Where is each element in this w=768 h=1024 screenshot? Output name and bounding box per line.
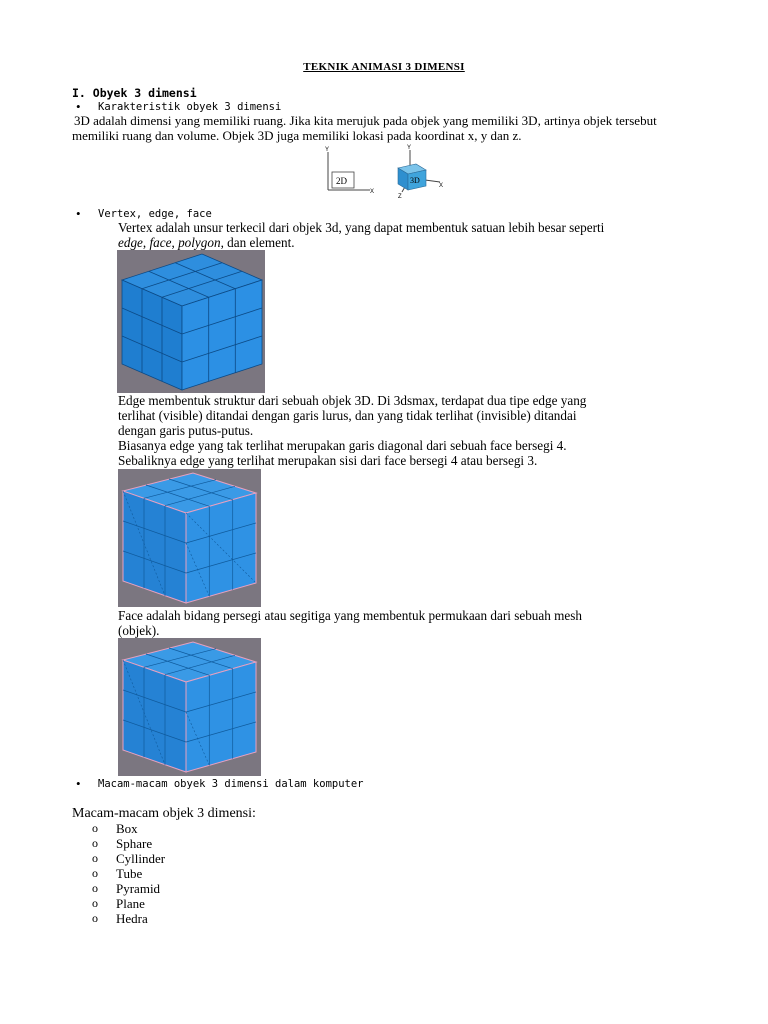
axis-y-label: Y xyxy=(325,147,330,153)
bullet-label-karakteristik: Karakteristik obyek 3 dimensi xyxy=(98,101,282,113)
paragraph-edge-line2: terlihat (visible) ditandai dengan garis lurus, dan yang tidak terlihat (invisible) ditandai xyxy=(118,408,577,423)
paragraph-3d-line1: 3D adalah dimensi yang memiliki ruang. Jika kita merujuk pada objek yang memiliki 3D, artinya objek tersebut xyxy=(74,113,657,128)
cube-vertex-image xyxy=(117,250,265,393)
list-item: o Pyramid xyxy=(92,881,161,896)
paragraph-vertex-line1: Vertex adalah unsur terkecil dari objek 3d, yang dapat membentuk satuan lebih besar seperti xyxy=(118,220,605,235)
axis-x-label: X xyxy=(370,189,375,195)
list-item: o Sphare xyxy=(92,836,153,851)
bullet-label-macam: Macam-macam obyek 3 dimensi dalam komputer xyxy=(98,778,364,790)
paragraph-face-line2: (objek). xyxy=(118,623,160,638)
list-item: o Tube xyxy=(92,866,143,881)
bullet-marker: • xyxy=(76,206,81,221)
cube-edge-image xyxy=(118,469,261,607)
coordinate-diagram xyxy=(318,142,450,200)
paragraph-edge-line3: dengan garis putus-putus. xyxy=(118,423,254,438)
paragraph-face-line1: Face adalah bidang persegi atau segitiga yang membentuk permukaan dari sebuah mesh xyxy=(118,608,582,623)
paragraph-3d-line2: memiliki ruang dan volume. Objek 3D juga memiliki lokasi pada koordinat x, y dan z. xyxy=(72,128,522,143)
list-item: o Box xyxy=(92,821,138,836)
cube-face-image xyxy=(118,638,261,776)
label-2d: 2D xyxy=(336,176,347,186)
list-item: o Hedra xyxy=(92,911,148,926)
list-intro: Macam-macam objek 3 dimensi: xyxy=(72,806,256,821)
page-title: TEKNIK ANIMASI 3 DIMENSI xyxy=(303,61,465,73)
bullet-marker: • xyxy=(76,99,81,114)
object-list xyxy=(92,821,292,931)
paragraph-edge-line1: Edge membentuk struktur dari sebuah objek 3D. Di 3dsmax, terdapat dua tipe edge yang xyxy=(118,393,587,408)
paragraph-edge-line4: Biasanya edge yang tak terlihat merupakan garis diagonal dari sebuah face bersegi 4. xyxy=(118,438,567,453)
paragraph-vertex-line2: edge, face, polygon, dan element. xyxy=(118,235,295,250)
label-3d: 3D xyxy=(410,176,420,185)
section-heading: I. Obyek 3 dimensi xyxy=(72,86,197,100)
axis-x-label-3d: X xyxy=(439,183,444,189)
bullet-marker: • xyxy=(76,776,81,791)
axis-z-label-3d: Z xyxy=(398,194,402,200)
paragraph-edge-line5: Sebaliknya edge yang terlihat merupakan sisi dari face bersegi 4 atau bersegi 3. xyxy=(118,453,538,468)
axis-y-label-3d: Y xyxy=(407,145,412,151)
list-item: o Cyllinder xyxy=(92,851,166,866)
list-item: o Plane xyxy=(92,896,145,911)
bullet-label-vertex: Vertex, edge, face xyxy=(98,208,212,220)
